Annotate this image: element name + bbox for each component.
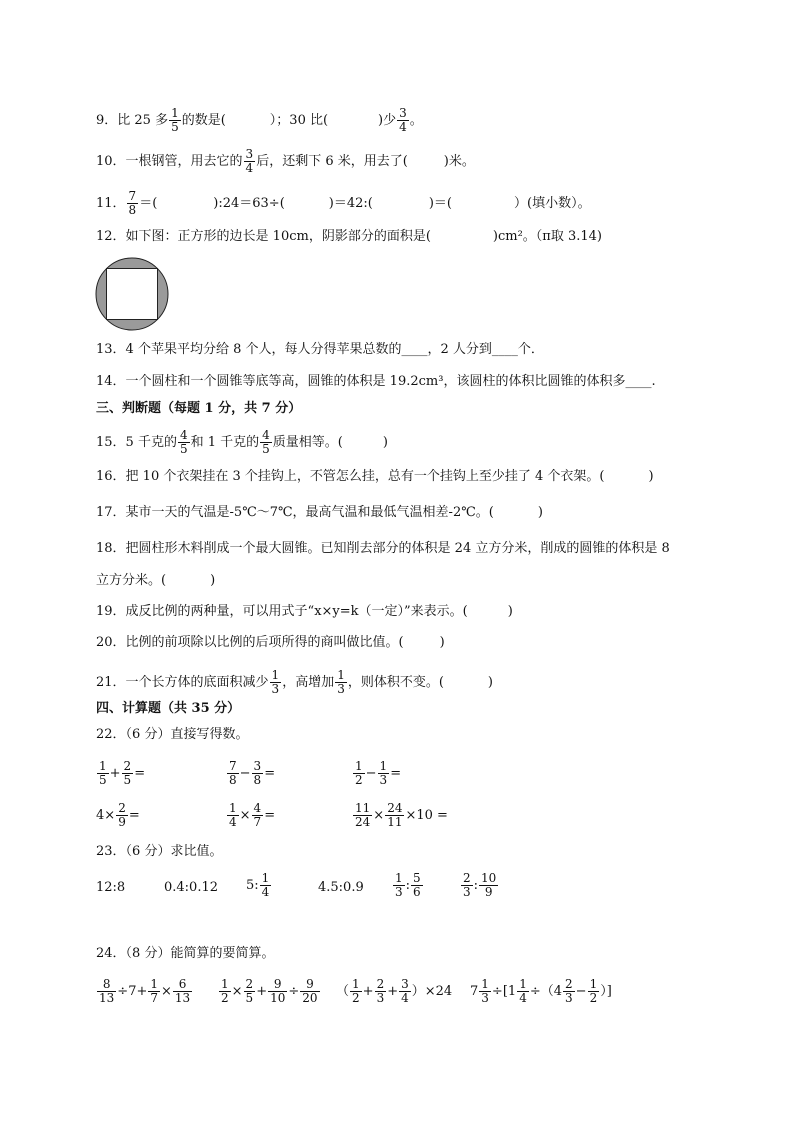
question-21: 21．一个长方体的底面积减少 $\frac{1}{3}$ ，高增加 $\frac{1}{3}$ ，则体积不变。( ) xyxy=(96,668,493,696)
question-18-line-2: 立方分米。( ) xyxy=(96,573,216,588)
expr-24-3: （ $\frac{1}{2}$ + $\frac{2}{3}$ + $\frac{3}{4}$ ）×24 xyxy=(336,977,453,1005)
fraction: $\frac{1}{5}$ xyxy=(171,106,179,134)
section-3-heading: 三、判断题（每题 1 分，共 7 分） xyxy=(96,401,302,416)
question-24-title: 24．（8 分）能简算的要简算。 xyxy=(96,946,275,961)
section-4-heading: 四、计算题（共 35 分） xyxy=(96,701,241,716)
question-20: 20．比例的前项除以比例的后项所得的商叫做比值。( ) xyxy=(96,635,445,650)
question-18-line-1: 18．把圆柱形木料削成一个最大圆锥。已知削去部分的体积是 24 立方分米，削成的圆锥的体积是 8 xyxy=(96,541,670,556)
question-12: 12．如下图：正方形的边长是 10cm，阴影部分的面积是( )cm²。（π取 3.14) xyxy=(96,229,602,244)
ratio-3: 5: $\frac{1}{4}$ xyxy=(246,871,270,899)
fraction: $\frac{3}{4}$ xyxy=(399,106,407,134)
fraction: $\frac{1}{3}$ xyxy=(271,668,280,696)
expr-22-5: $\frac{1}{4}$ × $\frac{4}{7}$ = xyxy=(229,801,276,829)
expr-22-2: $\frac{7}{8}$ − $\frac{3}{8}$ = xyxy=(229,759,276,787)
expr-24-2: $\frac{1}{2}$ × $\frac{2}{5}$ + $\frac{9}{10}$ ÷ $\frac{9}{20}$ xyxy=(221,977,318,1005)
question-15: 15．5 千克的 $\frac{4}{5}$ 和 1 千克的 $\frac{4}{5}$ 质量相等。( ) xyxy=(96,428,388,456)
question-19: 19．成反比例的两种量，可以用式子“x×y=k（一定）”来表示。( ) xyxy=(96,604,513,619)
question-23-title: 23．（6 分）求比值。 xyxy=(96,844,223,859)
question-9: 9．比 25 多 $\frac{1}{5}$ 的数是( ）；30 比( )少 $\frac{3}{4}$ 。 xyxy=(96,106,423,134)
expr-22-4: 4× $\frac{2}{9}$ = xyxy=(96,801,140,829)
question-22-title: 22．（6 分）直接写得数。 xyxy=(96,727,249,742)
circle-square-figure xyxy=(94,256,170,332)
expr-22-1: $\frac{1}{5}$ + $\frac{2}{5}$ = xyxy=(99,759,146,787)
question-17: 17．某市一天的气温是-5℃～7℃，最高气温和最低气温相差-2℃。( ) xyxy=(96,505,543,520)
ratio-1: 12:8 xyxy=(96,880,126,895)
fraction: $\frac{3}{4}$ xyxy=(245,147,254,175)
expr-24-1: $\frac{8}{13}$ ÷7+ $\frac{1}{7}$ × $\frac{6}{13}$ xyxy=(99,977,191,1005)
question-16: 16．把 10 个衣架挂在 3 个挂钩上，不管怎么挂，总有一个挂钩上至少挂了 4 个衣架。( ) xyxy=(96,469,654,484)
expr-24-4: 7 $\frac{1}{3}$ ÷[1 $\frac{1}{4}$ ÷（4 $\frac{2}{3}$ − $\frac{1}{2}$ ）] xyxy=(470,977,612,1005)
fraction: $\frac{7}{8}$ xyxy=(128,189,137,217)
question-13: 13．4 个苹果平均分给 8 个人，每人分得苹果总数的____，2 人分到____个． xyxy=(96,342,544,357)
expr-22-3: $\frac{1}{2}$ − $\frac{1}{3}$ = xyxy=(355,759,402,787)
question-10: 10．一根钢管，用去它的 $\frac{3}{4}$ 后，还剩下 6 米，用去了( )米。 xyxy=(96,147,475,175)
question-14: 14．一个圆柱和一个圆锥等底等高，圆锥的体积是 19.2cm³，该圆柱的体积比圆锥的体积多____. xyxy=(96,374,656,389)
ratio-6: $\frac{2}{3}$ : $\frac{10}{9}$ xyxy=(463,871,497,899)
expr-22-6: $\frac{11}{24}$ × $\frac{24}{11}$ ×10 = xyxy=(355,801,448,829)
ratio-4: 4.5:0.9 xyxy=(318,880,364,895)
ratio-2: 0.4:0.12 xyxy=(164,880,218,895)
fraction: $\frac{4}{5}$ xyxy=(262,428,270,456)
inscribed-square xyxy=(107,269,158,320)
fraction: $\frac{4}{5}$ xyxy=(179,428,188,456)
fraction: $\frac{1}{3}$ xyxy=(337,668,345,696)
ratio-5: $\frac{1}{3}$ : $\frac{5}{6}$ xyxy=(395,871,421,899)
question-11: 11． $\frac{7}{8}$ ＝( ):24＝63÷( )＝42:( )＝( ）(填小数）。 xyxy=(96,189,591,217)
